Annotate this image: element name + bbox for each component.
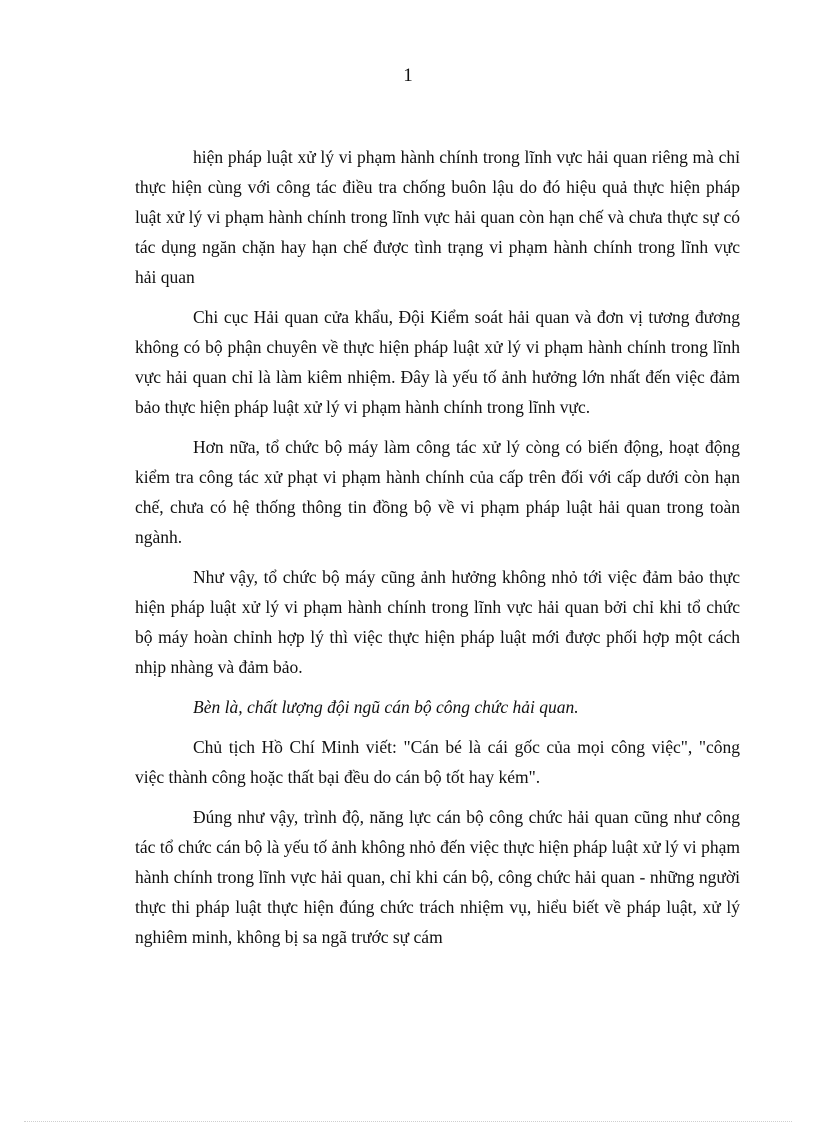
paragraph-quote: Chủ tịch Hồ Chí Minh viết: "Cán bé là cái gốc của mọi công việc", "công việc thành công hoặc thất bại đều do cán bộ tốt hay kém". — [135, 737, 740, 787]
document-body — [135, 142, 740, 962]
paragraph-continuation: hiện pháp luật xử lý vi phạm hành chính trong lĩnh vực hải quan riêng mà chỉ thực hiện cùng với công tác điều tra chống buôn lậu do đó hiệu quả thực hiện pháp luật xử lý vi phạm hành chính trong lĩnh vực hải quan còn hạn chế và chưa thực sự có tác dụng ngăn chặn hay hạn chế được tình trạng vi phạm hành chính trong lĩnh vực hải quan — [135, 147, 740, 287]
paragraph-staff-capacity: Đúng như vậy, trình độ, năng lực cán bộ công chức hải quan cũng như công tác tổ chức cán bộ là yếu tố ảnh không nhỏ đến việc thực hiện pháp luật xử lý vi phạm hành chính trong lĩnh vực hải quan, chỉ khi cán bộ, công chức hải quan - những người thực thi pháp luật thực hiện đúng chức trách nhiệm vụ, hiểu biết về pháp luật, xử lý nghiêm minh, không bị sa ngã trước sự cám — [135, 807, 740, 947]
paragraph-apparatus-impact: Như vậy, tổ chức bộ máy cũng ảnh hưởng không nhỏ tới việc đảm bảo thực hiện pháp luật xử lý vi phạm hành chính trong lĩnh vực hải quan bởi chỉ khi tổ chức bộ máy hoàn chỉnh hợp lý thì việc thực hiện pháp luật mới được phối hợp một cách nhịp nhàng và đảm bảo. — [135, 567, 740, 677]
page-number: 1 — [403, 65, 413, 86]
section-heading-staff-quality: Bèn là, chất lượng đội ngũ cán bộ công chức hải quan. — [193, 697, 579, 717]
paragraph-organization: Hơn nữa, tổ chức bộ máy làm công tác xử lý còng có biến động, hoạt động kiểm tra công tác xử phạt vi phạm hành chính của cấp trên đối với cấp dưới còn hạn chế, chưa có hệ thống thông tin đồng bộ về vi phạm pháp luật hải quan trong toàn ngành. — [135, 437, 740, 547]
paragraph-customs-branch: Chi cục Hải quan cửa khẩu, Đội Kiểm soát hải quan và đơn vị tương đương không có bộ phận chuyên về thực hiện pháp luật xử lý vi phạm hành chính trong lĩnh vực hải quan chỉ là làm kiêm nhiệm. Đây là yếu tố ảnh hưởng lớn nhất đến việc đảm bảo thực hiện pháp luật xử lý vi phạm hành chính trong lĩnh vực. — [135, 307, 740, 417]
page-bottom-border — [24, 1121, 792, 1122]
